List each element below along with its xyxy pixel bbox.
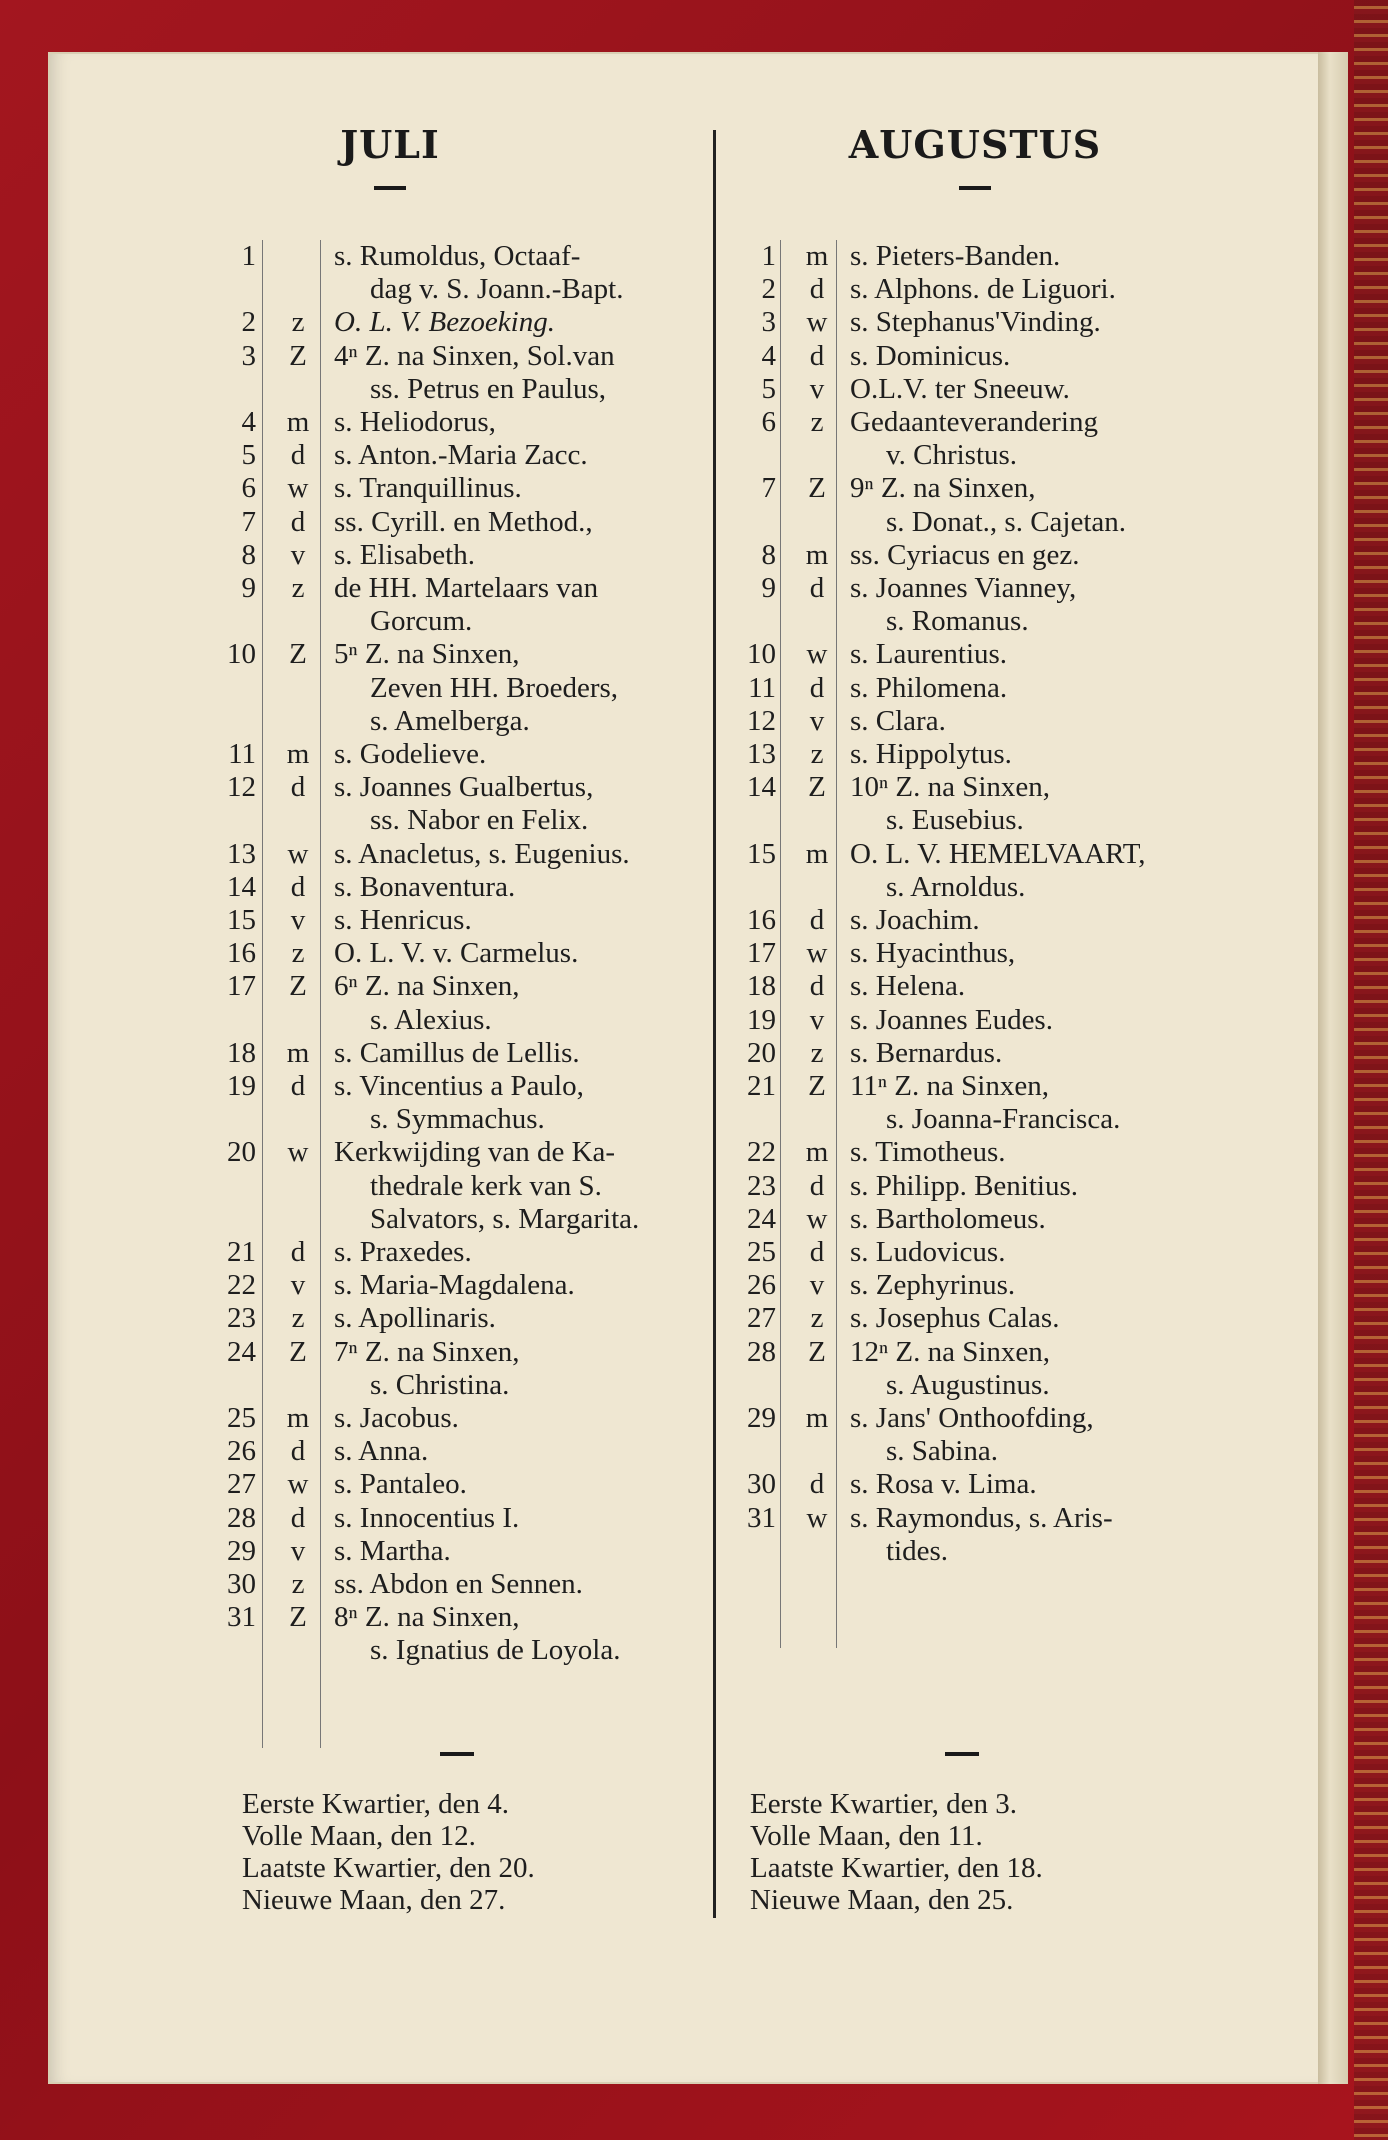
feast-text: s. Vincentius a Paulo, bbox=[334, 1070, 584, 1102]
moon-phase: Nieuwe Maan, den 25. bbox=[750, 1884, 1014, 1916]
weekday-letter: w bbox=[806, 1501, 828, 1534]
day-number: 5 bbox=[241, 439, 256, 472]
weekday-letter: w bbox=[806, 638, 828, 671]
day-number: 14 bbox=[227, 870, 256, 903]
weekday-letter: d bbox=[809, 671, 825, 704]
day-number: 10 bbox=[227, 638, 256, 671]
day-number: 21 bbox=[227, 1236, 256, 1268]
weekday-letter: d bbox=[290, 1435, 306, 1468]
weekday-letter: m bbox=[805, 837, 829, 870]
day-number: 24 bbox=[747, 1202, 776, 1235]
day-number: 23 bbox=[227, 1302, 256, 1335]
feast-text: s. Josephus Calas. bbox=[850, 1302, 1060, 1335]
feast-text: 6ⁿ Z. na Sinxen, bbox=[334, 970, 520, 1003]
day-number: 26 bbox=[747, 1269, 776, 1302]
day-number: 29 bbox=[747, 1402, 776, 1434]
center-divider bbox=[713, 130, 716, 1918]
day-number: 13 bbox=[227, 837, 256, 870]
day-number: 16 bbox=[227, 937, 256, 970]
weekday-letter: v bbox=[290, 904, 306, 936]
feast-text: s. Christina. bbox=[370, 1368, 510, 1401]
moon-phase: Eerste Kwartier, den 3. bbox=[750, 1788, 1017, 1820]
title-dash bbox=[959, 186, 991, 190]
feast-text: de HH. Martelaars van bbox=[334, 572, 599, 604]
day-number: 3 bbox=[761, 306, 776, 339]
day-number: 4 bbox=[761, 339, 776, 372]
feast-text: s. Joannes Vianney, bbox=[850, 572, 1077, 604]
weekday-letter: m bbox=[286, 738, 310, 770]
day-number: 15 bbox=[747, 837, 776, 870]
weekday-letter: Z bbox=[289, 1601, 307, 1634]
day-number: 2 bbox=[761, 273, 776, 306]
feast-text: s. Pantaleo. bbox=[334, 1468, 467, 1501]
day-number: 13 bbox=[747, 738, 776, 770]
feast-text: s. Anton.-Maria Zacc. bbox=[334, 439, 588, 472]
weekday-letter: m bbox=[286, 1402, 310, 1434]
feast-text: s. Camillus de Lellis. bbox=[334, 1036, 580, 1069]
feast-text: s. Pieters-Banden. bbox=[850, 240, 1061, 272]
feast-text: s. Praxedes. bbox=[334, 1236, 472, 1268]
feast-text: s. Joannes Eudes. bbox=[850, 1003, 1053, 1036]
day-number: 18 bbox=[227, 1036, 256, 1069]
weekday-letter: d bbox=[809, 572, 825, 604]
feast-text: 11ⁿ Z. na Sinxen, bbox=[850, 1070, 1049, 1102]
feast-text: s. Philipp. Benitius. bbox=[850, 1169, 1079, 1202]
feast-text: s. Apollinaris. bbox=[334, 1302, 496, 1335]
feast-text: ss. Cyriacus en gez. bbox=[850, 538, 1080, 571]
weekday-letter: v bbox=[809, 704, 825, 737]
weekday-letter: z bbox=[291, 937, 305, 970]
feast-text: s. Rosa v. Lima. bbox=[850, 1468, 1037, 1501]
feast-text: s. Sabina. bbox=[886, 1435, 998, 1468]
title-dash bbox=[374, 186, 406, 190]
weekday-letter: d bbox=[809, 1236, 825, 1268]
feast-text: s. Arnoldus. bbox=[886, 870, 1026, 903]
weekday-letter: m bbox=[286, 406, 310, 438]
weekday-letter: z bbox=[291, 306, 305, 339]
weekday-letter: d bbox=[809, 904, 825, 936]
day-number: 5 bbox=[761, 372, 776, 405]
feast-text: s. Stephanus'Vinding. bbox=[850, 306, 1101, 339]
day-number: 26 bbox=[227, 1435, 256, 1468]
moon-phase: Volle Maan, den 11. bbox=[750, 1820, 983, 1852]
weekday-letter: v bbox=[290, 1269, 306, 1302]
feast-text: ss. Petrus en Paulus, bbox=[370, 372, 607, 405]
feast-text: O.L.V. ter Sneeuw. bbox=[850, 372, 1070, 405]
day-number: 18 bbox=[747, 970, 776, 1003]
moon-phase: Nieuwe Maan, den 27. bbox=[242, 1884, 506, 1916]
feast-text: s. Clara. bbox=[850, 704, 946, 737]
feast-text: 7ⁿ Z. na Sinxen, bbox=[334, 1335, 520, 1368]
day-number: 14 bbox=[747, 771, 776, 804]
feast-text: s. Henricus. bbox=[334, 904, 472, 936]
weekday-letter: d bbox=[809, 273, 825, 306]
day-number: 27 bbox=[227, 1468, 256, 1501]
feast-text: s. Jacobus. bbox=[334, 1402, 459, 1434]
feast-text: Gedaanteverandering bbox=[850, 406, 1098, 438]
feast-text: s. Zephyrinus. bbox=[850, 1269, 1016, 1302]
feast-text: O. L. V. v. Carmelus. bbox=[334, 937, 579, 970]
weekday-letter: z bbox=[810, 406, 824, 438]
day-number: 9 bbox=[761, 572, 776, 604]
feast-text: s. Joachim. bbox=[850, 904, 980, 936]
weekday-letter: w bbox=[287, 472, 309, 505]
feast-text: s. Ludovicus. bbox=[850, 1236, 1006, 1268]
weekday-letter: w bbox=[287, 1468, 309, 1501]
day-number: 1 bbox=[761, 240, 776, 272]
day-number: 11 bbox=[748, 671, 776, 704]
feast-text: 9ⁿ Z. na Sinxen, bbox=[850, 472, 1036, 505]
feast-text: s. Anacletus, s. Eugenius. bbox=[334, 837, 630, 870]
weekday-letter: m bbox=[805, 538, 829, 571]
weekday-letter: z bbox=[810, 738, 824, 770]
feast-text: s. Joanna-Francisca. bbox=[886, 1103, 1121, 1136]
feast-text: s. Augustinus. bbox=[886, 1368, 1050, 1401]
feast-text: s. Heliodorus, bbox=[334, 406, 496, 438]
day-number: 12 bbox=[747, 704, 776, 737]
weekday-letter: z bbox=[810, 1302, 824, 1335]
weekday-letter: Z bbox=[808, 472, 826, 505]
binding-edge bbox=[1354, 0, 1388, 2140]
moon-phase: Volle Maan, den 12. bbox=[242, 1820, 476, 1852]
moon-phase: Laatste Kwartier, den 18. bbox=[750, 1852, 1043, 1884]
weekday-letter: d bbox=[290, 439, 306, 472]
weekday-letter: w bbox=[806, 306, 828, 339]
feast-text: dag v. S. Joann.-Bapt. bbox=[370, 273, 624, 306]
day-number: 19 bbox=[747, 1003, 776, 1036]
weekday-letter: m bbox=[805, 1136, 829, 1169]
weekday-letter: d bbox=[290, 505, 306, 538]
feast-text: s. Godelieve. bbox=[334, 738, 487, 770]
feast-text: s. Dominicus. bbox=[850, 339, 1011, 372]
feast-text: s. Martha. bbox=[334, 1534, 451, 1567]
feast-text: s. Hippolytus. bbox=[850, 738, 1012, 770]
feast-text: ss. Cyrill. en Method., bbox=[334, 505, 593, 538]
feast-text: ss. Nabor en Felix. bbox=[370, 804, 589, 837]
day-number: 4 bbox=[241, 406, 256, 438]
feast-text: 5ⁿ Z. na Sinxen, bbox=[334, 638, 520, 671]
weekday-letter: d bbox=[290, 771, 306, 804]
weekday-letter: m bbox=[805, 1402, 829, 1434]
day-number: 3 bbox=[241, 339, 256, 372]
weekday-letter: d bbox=[290, 1236, 306, 1268]
weekday-letter: d bbox=[290, 870, 306, 903]
feast-text: Salvators, s. Margarita. bbox=[370, 1202, 640, 1235]
day-number: 31 bbox=[227, 1601, 256, 1634]
feast-text: s. Rumoldus, Octaaf- bbox=[334, 240, 581, 272]
day-number: 12 bbox=[227, 771, 256, 804]
feast-text: v. Christus. bbox=[886, 439, 1018, 472]
feast-text: 8ⁿ Z. na Sinxen, bbox=[334, 1601, 520, 1634]
day-number: 30 bbox=[227, 1568, 256, 1600]
day-number: 24 bbox=[227, 1335, 256, 1368]
weekday-letter: Z bbox=[289, 638, 307, 671]
weekday-letter: v bbox=[809, 372, 825, 405]
day-number: 8 bbox=[761, 538, 776, 571]
feast-text: s. Laurentius. bbox=[850, 638, 1008, 671]
day-number: 6 bbox=[761, 406, 776, 438]
feast-text: 12ⁿ Z. na Sinxen, bbox=[850, 1335, 1051, 1368]
day-number: 27 bbox=[747, 1302, 776, 1335]
day-number: 15 bbox=[227, 904, 256, 936]
feast-text: s. Bonaventura. bbox=[334, 870, 516, 903]
weekday-letter: z bbox=[291, 1302, 305, 1335]
feast-text: s. Bernardus. bbox=[850, 1036, 1003, 1069]
feast-text: s. Symmachus. bbox=[370, 1103, 545, 1136]
day-number: 22 bbox=[747, 1136, 776, 1169]
day-number: 20 bbox=[227, 1136, 256, 1169]
feast-text: O. L. V. HEMELVAART, bbox=[850, 837, 1146, 870]
weekday-letter: z bbox=[291, 1568, 305, 1600]
page-edge bbox=[1318, 52, 1348, 2084]
weekday-letter: d bbox=[809, 339, 825, 372]
weekday-letter: d bbox=[290, 1070, 306, 1102]
feast-text: 4ⁿ Z. na Sinxen, Sol.van bbox=[334, 339, 615, 372]
feast-text: s. Romanus. bbox=[886, 605, 1029, 638]
weekday-letter: Z bbox=[808, 1335, 826, 1368]
weekday-letter: Z bbox=[808, 771, 826, 804]
feast-text: s. Helena. bbox=[850, 970, 966, 1003]
month-title: JULI bbox=[340, 122, 440, 167]
feast-text: s. Donat., s. Cajetan. bbox=[886, 505, 1127, 538]
day-number: 22 bbox=[227, 1269, 256, 1302]
feast-text: s. Ignatius de Loyola. bbox=[370, 1634, 621, 1667]
column-rule bbox=[780, 240, 781, 1648]
feast-text: s. Alphons. de Liguori. bbox=[850, 273, 1116, 306]
day-number: 30 bbox=[747, 1468, 776, 1501]
day-number: 25 bbox=[747, 1236, 776, 1268]
weekday-letter: m bbox=[286, 1036, 310, 1069]
day-number: 9 bbox=[241, 572, 256, 604]
day-number: 7 bbox=[241, 505, 256, 538]
day-number: 17 bbox=[747, 937, 776, 970]
feast-text: s. Eusebius. bbox=[886, 804, 1024, 837]
day-number: 23 bbox=[747, 1169, 776, 1202]
feast-text: s. Hyacinthus, bbox=[850, 937, 1016, 970]
weekday-letter: v bbox=[809, 1269, 825, 1302]
day-number: 11 bbox=[228, 738, 256, 770]
column-rule bbox=[262, 240, 263, 1748]
feast-text: s. Jans' Onthoofding, bbox=[850, 1402, 1094, 1434]
weekday-letter: w bbox=[287, 1136, 309, 1169]
day-number: 19 bbox=[227, 1070, 256, 1102]
day-number: 29 bbox=[227, 1534, 256, 1567]
moon-phase: Laatste Kwartier, den 20. bbox=[242, 1852, 535, 1884]
weekday-letter: d bbox=[809, 1169, 825, 1202]
weekday-letter: Z bbox=[289, 970, 307, 1003]
day-number: 21 bbox=[747, 1070, 776, 1102]
feast-text: s. Tranquillinus. bbox=[334, 472, 522, 505]
day-number: 2 bbox=[241, 306, 256, 339]
weekday-letter: z bbox=[810, 1036, 824, 1069]
footer-dash bbox=[440, 1752, 474, 1756]
weekday-letter: w bbox=[806, 1202, 828, 1235]
feast-text: s. Bartholomeus. bbox=[850, 1202, 1046, 1235]
feast-text: s. Raymondus, s. Aris- bbox=[850, 1501, 1113, 1534]
day-number: 20 bbox=[747, 1036, 776, 1069]
feast-text: s. Joannes Gualbertus, bbox=[334, 771, 594, 804]
day-number: 28 bbox=[747, 1335, 776, 1368]
feast-text: Zeven HH. Broeders, bbox=[370, 671, 619, 704]
feast-text: Kerkwijding van de Ka- bbox=[334, 1136, 616, 1169]
feast-text: s. Maria-Magdalena. bbox=[334, 1269, 575, 1302]
feast-text: s. Elisabeth. bbox=[334, 538, 475, 571]
weekday-letter: v bbox=[290, 538, 306, 571]
day-number: 17 bbox=[227, 970, 256, 1003]
feast-text: Gorcum. bbox=[370, 605, 473, 638]
day-number: 1 bbox=[241, 240, 256, 272]
weekday-letter: d bbox=[809, 970, 825, 1003]
weekday-letter: Z bbox=[289, 1335, 307, 1368]
footer-dash bbox=[945, 1752, 979, 1756]
month-title: AUGUSTUS bbox=[848, 122, 1102, 167]
day-number: 16 bbox=[747, 904, 776, 936]
weekday-letter: v bbox=[809, 1003, 825, 1036]
feast-text: ss. Abdon en Sennen. bbox=[334, 1568, 583, 1600]
day-number: 25 bbox=[227, 1402, 256, 1434]
feast-text: tides. bbox=[886, 1534, 949, 1567]
weekday-letter: z bbox=[291, 572, 305, 604]
weekday-letter: Z bbox=[289, 339, 307, 372]
feast-text: s. Alexius. bbox=[370, 1003, 492, 1036]
feast-text: 10ⁿ Z. na Sinxen, bbox=[850, 771, 1051, 804]
feast-text: s. Anna. bbox=[334, 1435, 429, 1468]
day-number: 7 bbox=[761, 472, 776, 505]
feast-text: s. Innocentius I. bbox=[334, 1501, 520, 1534]
feast-text: thedrale kerk van S. bbox=[370, 1169, 602, 1202]
day-number: 10 bbox=[747, 638, 776, 671]
weekday-letter: Z bbox=[808, 1070, 826, 1102]
day-number: 28 bbox=[227, 1501, 256, 1534]
moon-phase: Eerste Kwartier, den 4. bbox=[242, 1788, 509, 1820]
feast-text: s. Philomena. bbox=[850, 671, 1008, 704]
weekday-letter: d bbox=[290, 1501, 306, 1534]
weekday-letter: m bbox=[805, 240, 829, 272]
weekday-letter: v bbox=[290, 1534, 306, 1567]
feast-text: s. Timotheus. bbox=[850, 1136, 1006, 1169]
column-rule bbox=[320, 240, 321, 1748]
weekday-letter: d bbox=[809, 1468, 825, 1501]
day-number: 6 bbox=[241, 472, 256, 505]
day-number: 8 bbox=[241, 538, 256, 571]
day-number: 31 bbox=[747, 1501, 776, 1534]
weekday-letter: w bbox=[287, 837, 309, 870]
feast-text: s. Amelberga. bbox=[370, 704, 530, 737]
weekday-letter: w bbox=[806, 937, 828, 970]
feast-text: O. L. V. Bezoeking. bbox=[334, 306, 555, 339]
